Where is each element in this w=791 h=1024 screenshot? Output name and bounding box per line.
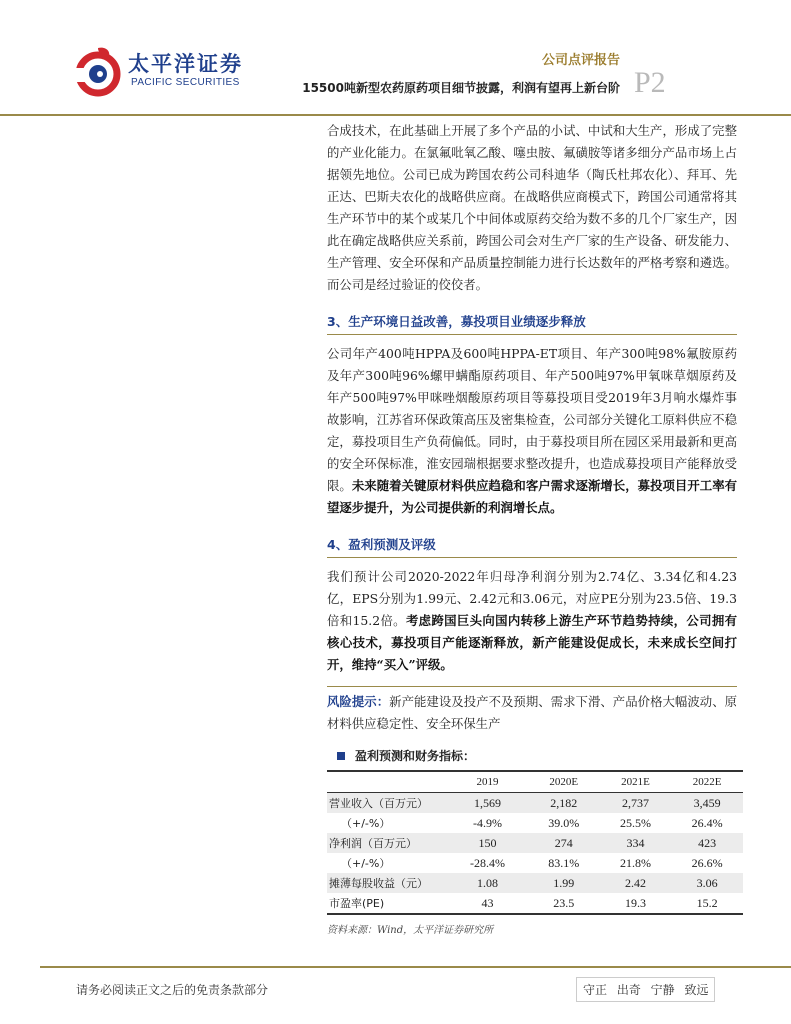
table-cell: -4.9% [472, 815, 502, 830]
footer-disclaimer: 请务必阅读正文之后的免责条款部分 [76, 983, 269, 997]
section3-paragraph [327, 343, 737, 519]
company-name-en: PACIFIC SECURITIES [131, 77, 240, 88]
report-type: 公司点评报告 [541, 53, 620, 68]
table-cell: 423 [671, 833, 743, 853]
row-label: 摊薄每股收益（元） [327, 873, 447, 893]
row-label: （+/-%） [341, 817, 391, 830]
row-label: 市盈率(PE) [329, 897, 385, 910]
intro-paragraph: 合成技术，在此基础上开展了多个产品的小试、中试和大生产，形成了完整的产业化能力。在氯氟吡氧乙酸、噻虫胺、氟磺胺等诸多细分产品市场上占据领先地位。公司已成为跨国农药公司科迪华（陶氏杜邦农化）、拜耳、先正达、巴斯夫农化的战略供应商。在战略供应商模式下，跨国公司通常将其生产环节中的某个或某几个中间体或原药交给为数不多的几个厂家生产，因此在确定战略供应关系前，跨国公司会对生产厂家的生产设备、研发能力、生产管理、安全环保和产品质量控制能力进行长达数年的严格考察和遴选。而公司是经过验证的佼佼者。 [327, 123, 737, 292]
table-cell: 1.08 [447, 873, 528, 893]
table-cell: 334 [600, 833, 672, 853]
column-header: 2019 [476, 776, 499, 788]
table-cell: 3,459 [671, 793, 743, 814]
section3-text: 公司年产400吨HPPA及600吨HPPA-ET项目、年产300吨98%氟胺原药及年产300吨96%螺甲螨酯原药项目、年产500吨97%甲氧咪草烟原药及年产500吨97%甲咪唑烟酸原药项目等募投项目受2019年3月响水爆炸事故影响，江苏省环保政策高压及密集检查，公司部分关键化工原料供应不稳定，募投项目生产负荷偏低。同时，由于募投项目所在园区采用最新和更高的安全环保标准，淮安园瑞根据要求整改提升，也造成募投项目产能释放受限。 [327, 346, 737, 493]
table-cell: 21.8% [619, 855, 651, 870]
table-cell: 3.06 [671, 873, 743, 893]
table-cell: 1,569 [447, 793, 528, 814]
page-number: P2 [634, 66, 666, 99]
section4-heading: 4、盈利预测及评级 [327, 535, 737, 558]
logo-emblem-icon [76, 44, 126, 100]
table-cell: 1.99 [528, 873, 600, 893]
left-sidebar [0, 116, 320, 966]
report-title: 15500吨新型农药原药项目细节披露，利润有望再上新台阶 [302, 81, 620, 95]
column-header: 2020E [549, 776, 579, 788]
row-label: 营业收入（百万元） [327, 793, 447, 814]
company-name-cn: 太平洋证券 [128, 52, 243, 76]
table-cell: 26.4% [691, 815, 723, 830]
table-title-text: 盈利预测和财务指标： [355, 749, 476, 763]
section3-heading: 3、生产环境日益改善，募投项目业绩逐步释放 [327, 312, 737, 335]
risk-label: 风险提示： [327, 694, 390, 709]
table-cell: 2.42 [600, 873, 672, 893]
table-title [327, 747, 737, 764]
table-cell: -28.4% [469, 855, 505, 870]
section3-bold: 未来随着关键原材料供应趋稳和客户需求逐渐增长，募投项目开工率有望逐步提升，为公司提供新的利润增长点。 [327, 478, 738, 515]
table-cell: 274 [528, 833, 600, 853]
table-row [327, 833, 743, 853]
table-cell: 19.3 [624, 895, 646, 910]
table-row [327, 873, 743, 893]
table-cell: 23.5 [553, 895, 575, 910]
company-logo [76, 44, 243, 100]
table-row [327, 813, 743, 833]
section4-text: 我们预计公司2020-2022年归母净利润分别为2.74亿、3.34亿和4.23亿，EPS分别为1.99元、2.42元和3.06元，对应PE分别为23.5倍、19.3倍和15.2倍。 [327, 569, 737, 628]
table-cell: 26.6% [691, 855, 723, 870]
table-cell: 2,737 [600, 793, 672, 814]
table-cell: 150 [447, 833, 528, 853]
table-cell: 83.1% [548, 855, 580, 870]
square-bullet-icon [337, 752, 345, 760]
risk-paragraph [327, 686, 737, 735]
table-cell: 2,182 [528, 793, 600, 814]
row-label: （+/-%） [341, 857, 391, 870]
column-header: 2022E [692, 776, 722, 788]
table-cell: 15.2 [696, 895, 718, 910]
financial-table [327, 770, 743, 915]
table-header-row [327, 771, 743, 793]
table-cell: 25.5% [619, 815, 651, 830]
table-source: 资料来源：Wind，太平洋证券研究所 [327, 925, 494, 936]
column-header [327, 771, 447, 793]
footer-motto: 守正 出奇 宁静 致远 [576, 977, 715, 1002]
table-cell: 43 [481, 895, 494, 910]
table-cell: 39.0% [548, 815, 580, 830]
risk-text: 新产能建设及投产不及预期、需求下滑、产品价格大幅波动、原材料供应稳定性、安全环保生产 [327, 694, 738, 731]
table-row [327, 893, 743, 914]
section4-paragraph [327, 566, 737, 676]
row-label: 净利润（百万元） [327, 833, 447, 853]
table-row [327, 793, 743, 814]
footer-divider [40, 966, 791, 968]
section4-bold: 考虑跨国巨头向国内转移上游生产环节趋势持续，公司拥有核心技术，募投项目产能逐渐释放，新产能建设促成长，未来成长空间打开，维持“买入”评级。 [327, 613, 737, 672]
main-content [327, 120, 737, 936]
table-row [327, 853, 743, 873]
column-header: 2021E [621, 776, 650, 788]
